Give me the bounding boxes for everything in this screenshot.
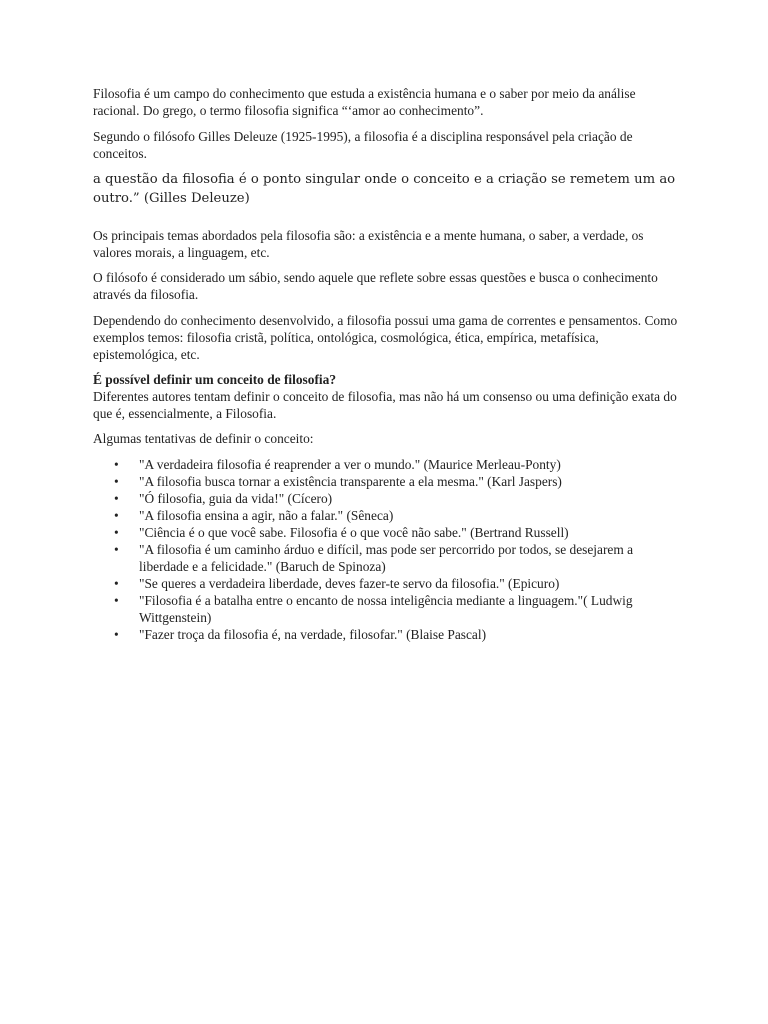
currents-paragraph: Dependendo do conhecimento desenvolvido, a filosofia possui uma gama de correntes e pensamentos. Como exemplos temos: filosofia cristã, política, ontológica, cosmológica, ética, empírica, metafísica, epistemológica, etc. xyxy=(93,313,678,362)
quote-text: "A filosofia ensina a agir, não a falar." (Sêneca) xyxy=(139,508,394,523)
themes-paragraph: Os principais temas abordados pela filosofia são: a existência e a mente humana, o saber, a verdade, os valores morais, a linguagem, etc. xyxy=(93,228,644,260)
quote-text: "A filosofia busca tornar a existência transparente a ela mesma." (Karl Jaspers) xyxy=(139,474,562,489)
quote-text: "Fazer troça da filosofia é, na verdade, filosofar." (Blaise Pascal) xyxy=(139,627,487,642)
quote-text: "Se queres a verdadeira liberdade, deves fazer-te servo da filosofia." (Epicuro) xyxy=(139,576,560,591)
bullet-icon: • xyxy=(114,576,119,591)
quote-text: "Ciência é o que você sabe. Filosofia é o que você não sabe." (Bertrand Russell) xyxy=(139,525,569,540)
deleuze-paragraph: Segundo o filósofo Gilles Deleuze (1925-1995), a filosofia é a disciplina responsável pela criação de conceitos. xyxy=(93,129,633,161)
list-item xyxy=(93,473,683,490)
list-item xyxy=(93,541,683,575)
list-item xyxy=(93,575,683,592)
definition-paragraph: Diferentes autores tentam definir o conceito de filosofia, mas não há um consenso ou uma definição exata do que é, essencialmente, a Filosofia. xyxy=(93,389,677,421)
quote-text: "Ó filosofia, guia da vida!" (Cícero) xyxy=(139,491,333,506)
bullet-icon: • xyxy=(114,627,119,642)
bullet-icon: • xyxy=(114,542,119,557)
list-item xyxy=(93,507,683,524)
document-body xyxy=(93,85,683,643)
quote-text: "A verdadeira filosofia é reaprender a ver o mundo." (Maurice Merleau-Ponty) xyxy=(139,457,561,472)
bullet-icon: • xyxy=(114,474,119,489)
intro-paragraph: Filosofia é um campo do conhecimento que estuda a existência humana e o saber por meio da análise racional. Do grego, o termo filosofia significa “‘amor ao conhecimento”. xyxy=(93,86,636,118)
attempts-intro: Algumas tentativas de definir o conceito: xyxy=(93,431,314,446)
list-item xyxy=(93,592,683,626)
bullet-icon: • xyxy=(114,525,119,540)
bullet-icon: • xyxy=(114,508,119,523)
bullet-icon: • xyxy=(114,457,119,472)
quote-text: "A filosofia é um caminho árduo e difícil, mas pode ser percorrido por todos, se desejarem a liberdade e a felicidade." (Baruch de Spinoza) xyxy=(139,542,634,574)
quotes-list xyxy=(93,456,683,643)
list-item xyxy=(93,524,683,541)
list-item xyxy=(93,626,683,643)
bullet-icon: • xyxy=(114,593,119,608)
list-item xyxy=(93,456,683,473)
deleuze-quote: a questão da filosofia é o ponto singular onde o conceito e a criação se remetem um ao outro.” (Gilles Deleuze) xyxy=(93,172,676,206)
bullet-icon: • xyxy=(114,491,119,506)
list-item xyxy=(93,490,683,507)
quote-text: "Filosofia é a batalha entre o encanto de nossa inteligência mediante a linguagem."( Ludwig Wittgenstein) xyxy=(139,593,633,625)
section-heading: É possível definir um conceito de filosofia? xyxy=(93,372,337,387)
philosopher-paragraph: O filósofo é considerado um sábio, sendo aquele que reflete sobre essas questões e busca o conhecimento através da filosofia. xyxy=(93,270,658,302)
